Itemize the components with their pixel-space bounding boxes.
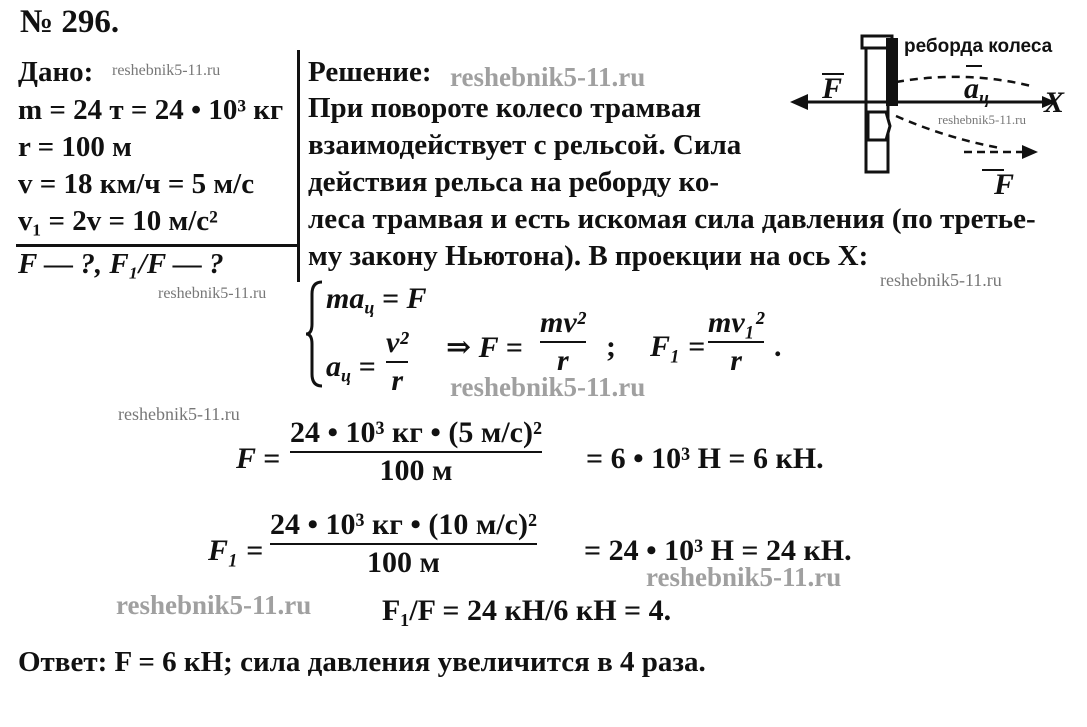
solution-line-1: При повороте колесо трамвая <box>308 92 702 124</box>
solution-header: Решение: <box>308 56 432 88</box>
given-vertical-rule <box>297 50 300 282</box>
implies-f: ⇒ F = <box>446 331 523 364</box>
system-brace <box>304 278 326 390</box>
period: . <box>774 330 782 363</box>
f1-lhs: F₁ = <box>650 330 706 363</box>
watermark: reshebnik5-11.ru <box>158 285 267 302</box>
given-speed: v = 18 км/ч = 5 м/с <box>18 168 255 200</box>
watermark: reshebnik5-11.ru <box>646 562 842 592</box>
calc1-result: = 6 • 10³ Н = 6 кН. <box>586 442 824 475</box>
given-radius: r = 100 м <box>18 131 132 163</box>
force-bottom-arrowhead <box>1022 145 1038 159</box>
force-bottom-label: F <box>994 168 1015 201</box>
flange-label: реборда колеса <box>904 36 1053 57</box>
watermark: reshebnik5-11.ru <box>116 590 312 620</box>
acceleration-label: $a_ц$ <box>964 72 990 108</box>
calc2-lhs: F₁ = <box>208 534 264 567</box>
solution-line-4: леса трамвая и есть искомая сила давления (по третье- <box>308 203 1036 235</box>
system-bottom-lhs: $a_ц$ = <box>326 350 376 386</box>
ratio-equation: F₁/F = 24 кН/6 кН = 4. <box>382 594 672 627</box>
watermark: reshebnik5-11.ru <box>118 404 240 424</box>
calc2-result: = 24 • 10³ Н = 24 кН. <box>584 534 852 567</box>
calc1-fraction: 24 • 10³ кг • (5 м/с)² 100 м <box>290 416 542 487</box>
wheel-outline <box>866 36 888 172</box>
solution-line-3: действия рельса на реборду ко- <box>308 166 719 198</box>
given-find: F — ?, F₁/F — ? <box>18 248 224 280</box>
wheel-flange <box>886 38 898 106</box>
fraction-mv2-over-r: mv² r <box>540 306 586 377</box>
calc1-lhs: F = <box>236 442 281 475</box>
given-header: Дано: <box>18 56 94 88</box>
problem-number: № 296. <box>20 4 120 40</box>
given-mass: m = 24 т = 24 • 10³ кг <box>18 94 284 126</box>
semicolon: ; <box>606 330 616 363</box>
fraction-mv12-over-r: mv₁² r <box>708 306 765 377</box>
given-divider <box>16 244 299 247</box>
calc2-fraction: 24 • 10³ кг • (10 м/с)² 100 м <box>270 508 537 579</box>
fraction-v2-over-r: v² r <box>386 326 409 397</box>
watermark: reshebnik5-11.ru <box>938 112 1026 127</box>
watermark: reshebnik5-11.ru <box>450 372 646 402</box>
solution-line-5: му закону Ньютона). В проекции на ось X: <box>308 240 869 272</box>
given-speed-1: v₁ = 2v = 10 м/с² <box>18 205 218 237</box>
watermark: reshebnik5-11.ru <box>112 62 221 79</box>
answer: Ответ: F = 6 кН; сила давления увеличится в 4 раза. <box>18 646 706 678</box>
x-axis-label: X <box>1044 86 1065 119</box>
wheel-rim <box>868 112 890 140</box>
watermark: reshebnik5-11.ru <box>450 62 646 92</box>
watermark: reshebnik5-11.ru <box>880 270 1002 290</box>
solution-line-2: взаимодействует с рельсой. Сила <box>308 129 742 161</box>
force-left-label: F <box>822 72 843 105</box>
force-left-arrowhead <box>790 94 808 110</box>
system-top-equation: $ma_ц = F$ <box>326 282 427 318</box>
